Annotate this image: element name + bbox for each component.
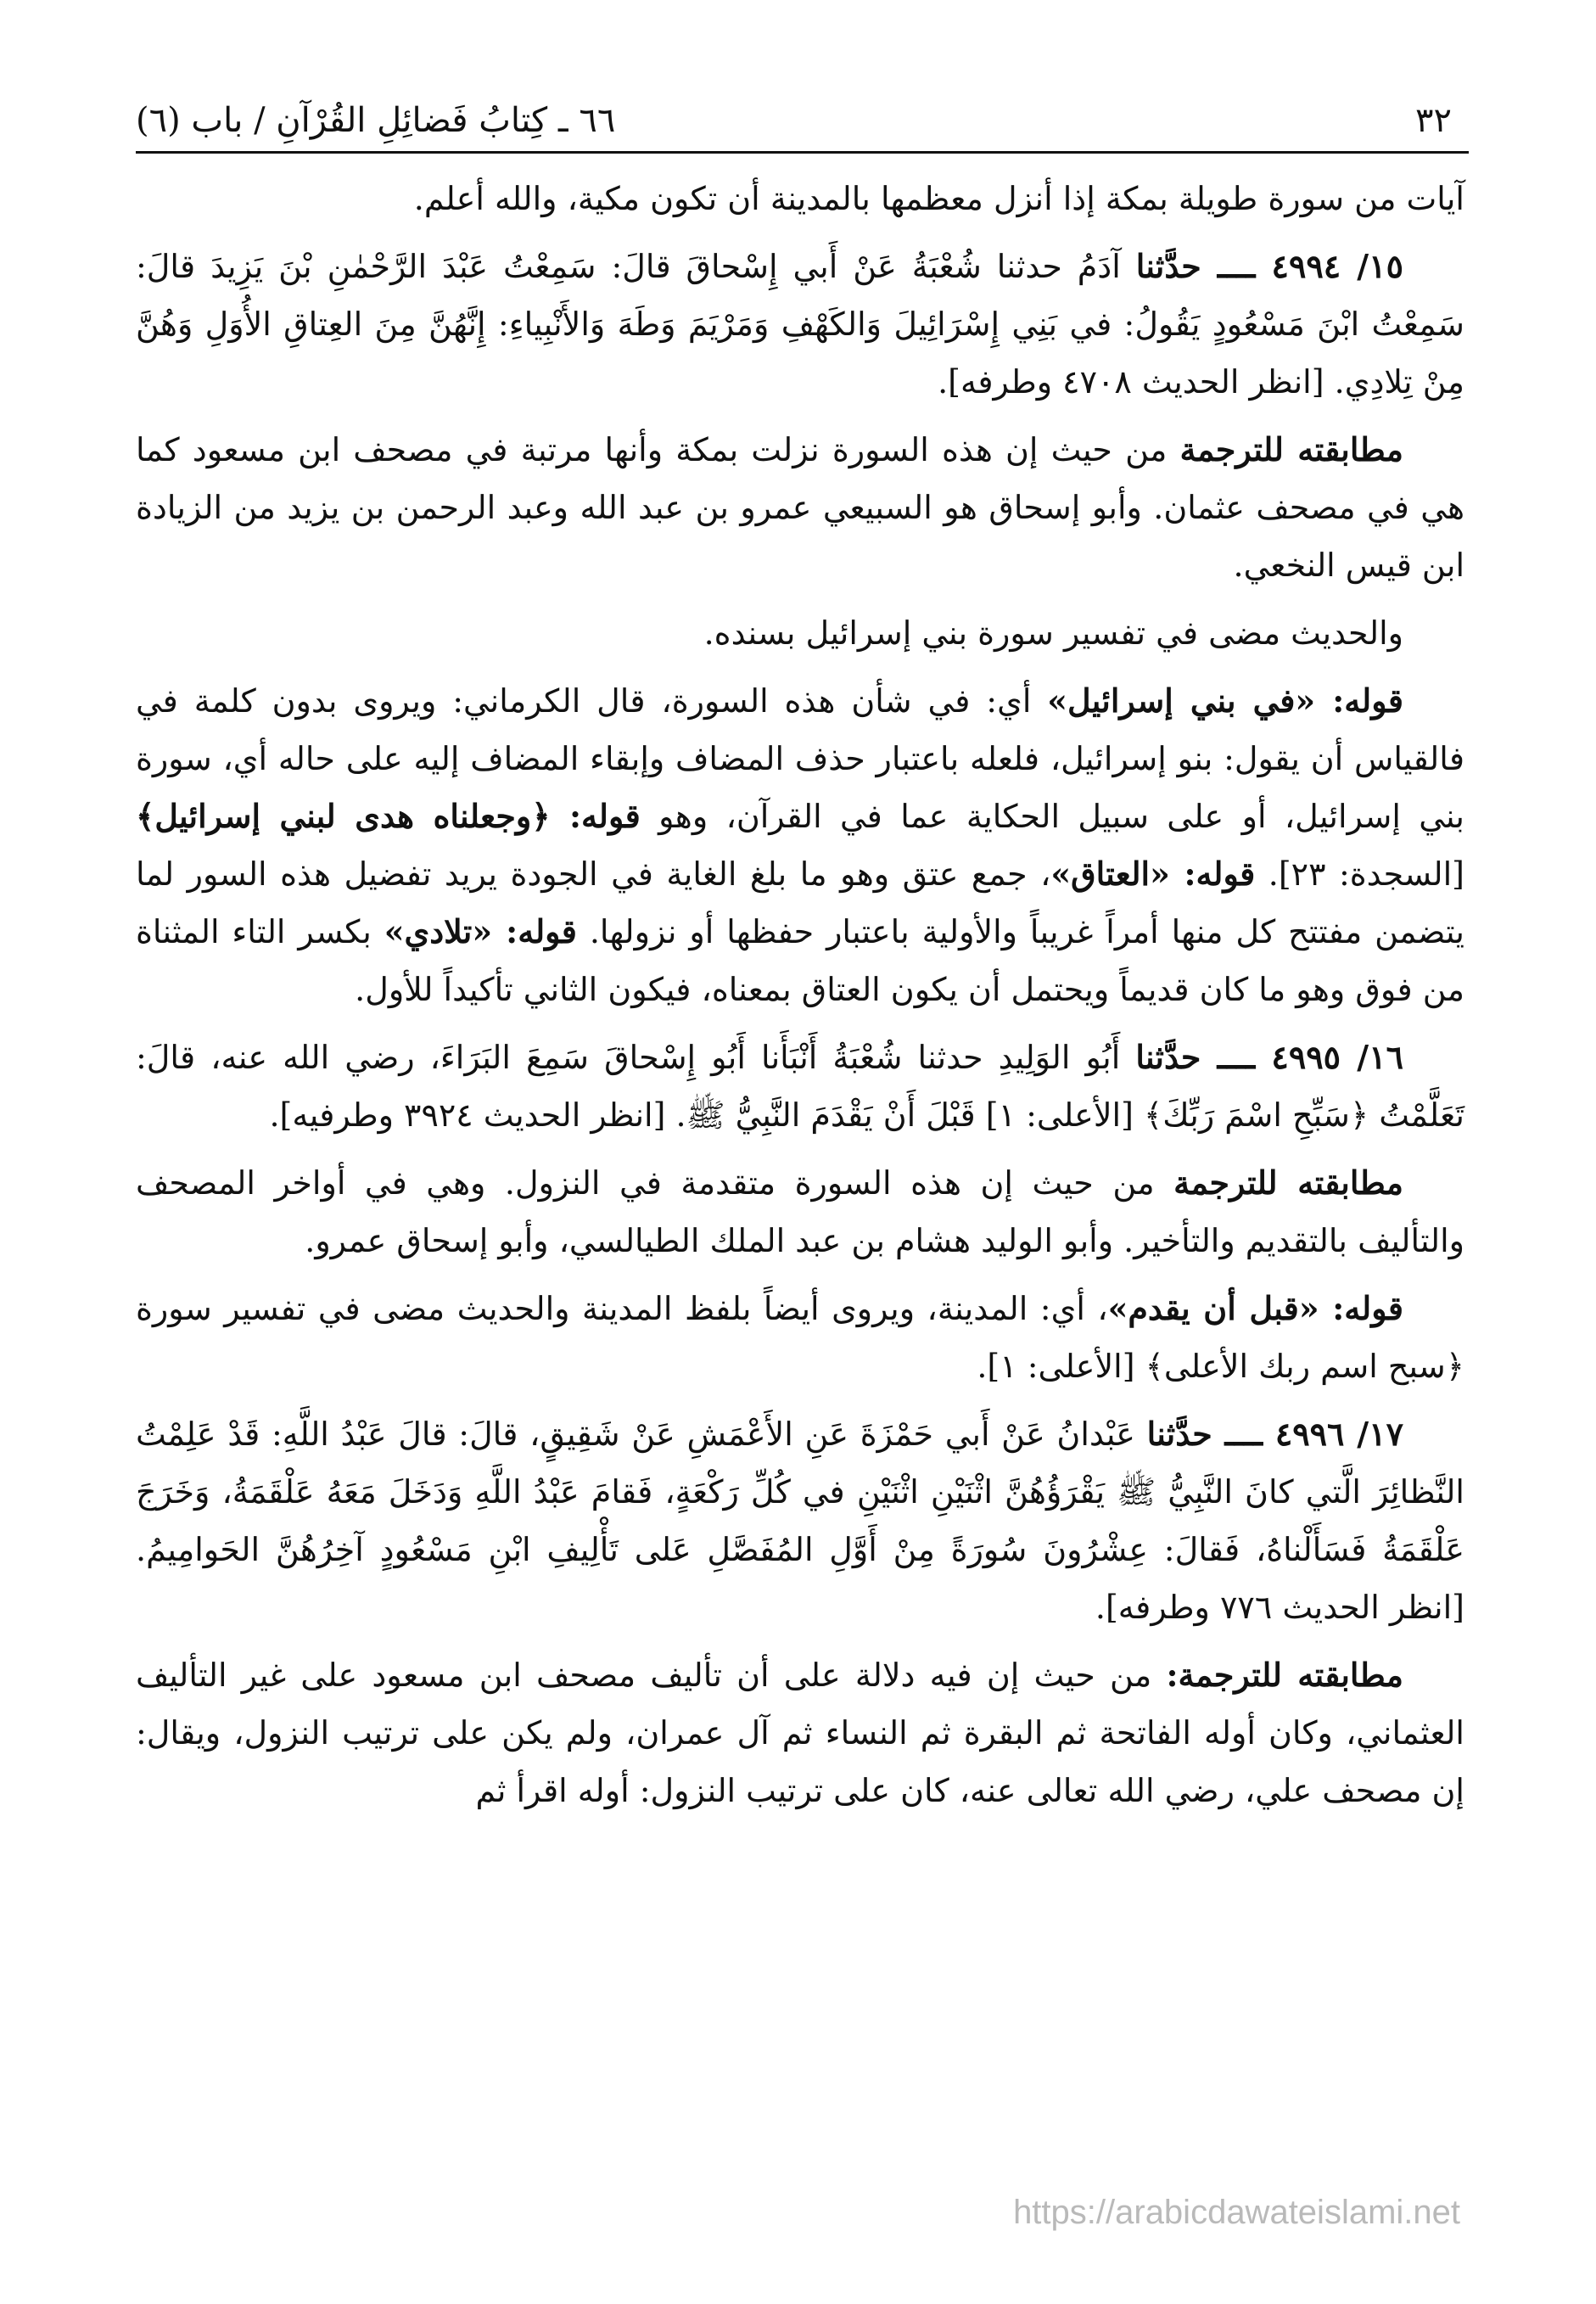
- paragraph-text: آيات من سورة طويلة بمكة إذا أنزل معظمها بالمدينة أن تكون مكية، والله أعلم.: [413, 180, 1464, 217]
- commentary-4996: [136, 1646, 1464, 1819]
- explanation-text: ، جمع عتق وهو ما بلغ الغاية في الجودة يريد تفضيل هذه السور لما يتضمن مفتتح كل منها أمراً غريباً والأولية باعتبار حفظها أو نزولها.: [136, 855, 1465, 950]
- commentary-text: من حيث إن فيه دلالة على أن تأليف مصحف ابن مسعود على غير التأليف العثماني، وكان أوله الفاتحة ثم البقرة ثم النساء ثم آل عمران، ولم يكن على ترتيب النزول، ويقال: إن مصحف علي، رضي الله تعالى عنه، كان على ترتيب النزول: أوله اقرأ ثم: [136, 1657, 1464, 1809]
- hadith-4996: [136, 1405, 1464, 1636]
- explanation-text: بكسر التاء المثناة من فوق وهو ما كان قديماً ويحتمل أن يكون العتاق بمعناه، فيكون الثاني تأكيداً للأول.: [136, 913, 1464, 1008]
- commentary-4995: [136, 1154, 1464, 1270]
- explanation-bani-israil: [136, 672, 1464, 1018]
- explanation-text: [السجدة: ٢٣].: [1255, 855, 1465, 893]
- explanation-qabla: [136, 1280, 1464, 1395]
- commentary-text: من حيث إن هذه السورة متقدمة في النزول. وهي في أواخر المصحف والتأليف بالتقديم والتأخير. وأبو الوليد هشام بن عبد الملك الطيالسي، وأبو إسحاق عمرو.: [136, 1164, 1464, 1259]
- paragraph-text: والحديث مضى في تفسير سورة بني إسرائيل بسنده.: [703, 614, 1403, 652]
- quote-heading: قوله: ﴿وجعلناه هدى لبني إسرائيل﴾: [136, 797, 641, 835]
- page-number: ٣٢: [1415, 101, 1452, 140]
- quote-heading: قوله: «العتاق»: [1050, 855, 1256, 893]
- hadith-text: عَبْدانُ عَنْ أَبي حَمْزَةَ عَنِ الأَعْمَشِ عَنْ شَقِيقٍ، قالَ: قالَ عَبْدُ اللَّهِ: قَدْ عَلِمْتُ النَّظائِرَ الَّتي كانَ النَّبِيُّ ﷺ يَقْرَؤُهُنَّ اثْنَيْنِ اثْنَيْنِ في كُلِّ رَكْعَةٍ، فَقامَ عَبْدُ اللَّهِ وَدَخَلَ مَعَهُ عَلْقَمَةُ، وَخَرَجَ عَلْقَمَةُ فَسَأَلْناهُ، فَقالَ: عِشْرُونَ سُورَةً مِنْ أَوَّلِ المُفَصَّلِ عَلى تَأْلِيفِ ابْنِ مَسْعُودٍ آخِرُهُنَّ الحَوامِيمُ. [انظر الحديث ٧٧٦ وطرفه].: [136, 1415, 1465, 1626]
- chapter-title: ٦٦ ـ كِتابُ فَضائِلِ القُرْآنِ / باب (٦): [136, 101, 616, 140]
- watermark-url: https://arabicdawateislami.net: [1013, 2194, 1460, 2231]
- hadith-4994: [136, 238, 1464, 411]
- commentary-text: من حيث إن هذه السورة نزلت بمكة وأنها مرتبة في مصحف ابن مسعود كما هي في مصحف عثمان. وأبو إسحاق هو السبيعي عمرو بن عبد الله وعبد الرحمن بن يزيد من الزيادة ابن قيس النخعي.: [136, 431, 1464, 584]
- paragraph-4: [136, 604, 1464, 662]
- explanation-text: ، أي: المدينة، ويروى أيضاً بلفظ المدينة والحديث مضى في تفسير سورة ﴿سبح اسم ربك الأعلى﴾ [الأعلى: ١].: [136, 1290, 1464, 1385]
- paragraph-1: [136, 170, 1464, 227]
- hadith-number: ١٥/ ٤٩٩٤ ــــ حدَّثنا: [1135, 247, 1403, 285]
- hadith-4995: [136, 1029, 1464, 1144]
- hadith-number: ١٦/ ٤٩٩٥ ــــ حدَّثنا: [1135, 1038, 1404, 1076]
- commentary-heading: مطابقته للترجمة:: [1166, 1656, 1403, 1694]
- explanation-text: أي: في شأن هذه السورة، قال الكرماني: ويروى بدون كلمة في فالقياس أن يقول: بنو إسرائيل، فلعله باعتبار حذف المضاف وإبقاء المضاف إليه على حاله أي، سورة بني إسرائيل، أو على سبيل الحكاية عما في القرآن، وهو: [136, 682, 1464, 835]
- commentary-4994: [136, 421, 1464, 594]
- page-body: [136, 170, 1464, 1830]
- quote-heading: قوله: «في بني إسرائيل»: [1047, 681, 1403, 720]
- commentary-heading: مطابقته للترجمة: [1179, 430, 1403, 468]
- hadith-text: آدَمُ حدثنا شُعْبَةُ عَنْ أَبي إِسْحاقَ قالَ: سَمِعْتُ عَبْدَ الرَّحْمٰنِ بْنَ يَزِيدَ قالَ: سَمِعْتُ ابْنَ مَسْعُودٍ يَقُولُ: في بَنِي إِسْرَائِيلَ وَالكَهْفِ وَمَرْيَمَ وَطَهَ وَالأَنْبِياءِ: إِنَّهُنَّ مِنَ العِتاقِ الأُوَلِ وَهُنَّ مِنْ تِلادِي. [انظر الحديث ٤٧٠٨ وطرفه].: [136, 248, 1464, 401]
- hadith-number: ١٧/ ٤٩٩٦ ــــ حدَّثنا: [1146, 1415, 1403, 1453]
- header-divider: [136, 151, 1469, 154]
- commentary-heading: مطابقته للترجمة: [1173, 1163, 1403, 1202]
- quote-heading: قوله: «تلادي»: [384, 912, 577, 950]
- quote-heading: قوله: «قبل أن يقدم»: [1107, 1289, 1403, 1327]
- page-header: [136, 81, 1452, 140]
- hadith-text: أَبُو الوَلِيدِ حدثنا شُعْبَةُ أَنْبَأَنا أَبُو إِسْحاقَ سَمِعَ البَرَاءَ، رضي الله عنه، قالَ: تَعَلَّمْتُ ﴿سَبِّحِ اسْمَ رَبِّكَ﴾ [الأعلى: ١] قَبْلَ أَنْ يَقْدَمَ النَّبِيُّ ﷺ. [انظر الحديث ٣٩٢٤ وطرفيه].: [136, 1039, 1464, 1134]
